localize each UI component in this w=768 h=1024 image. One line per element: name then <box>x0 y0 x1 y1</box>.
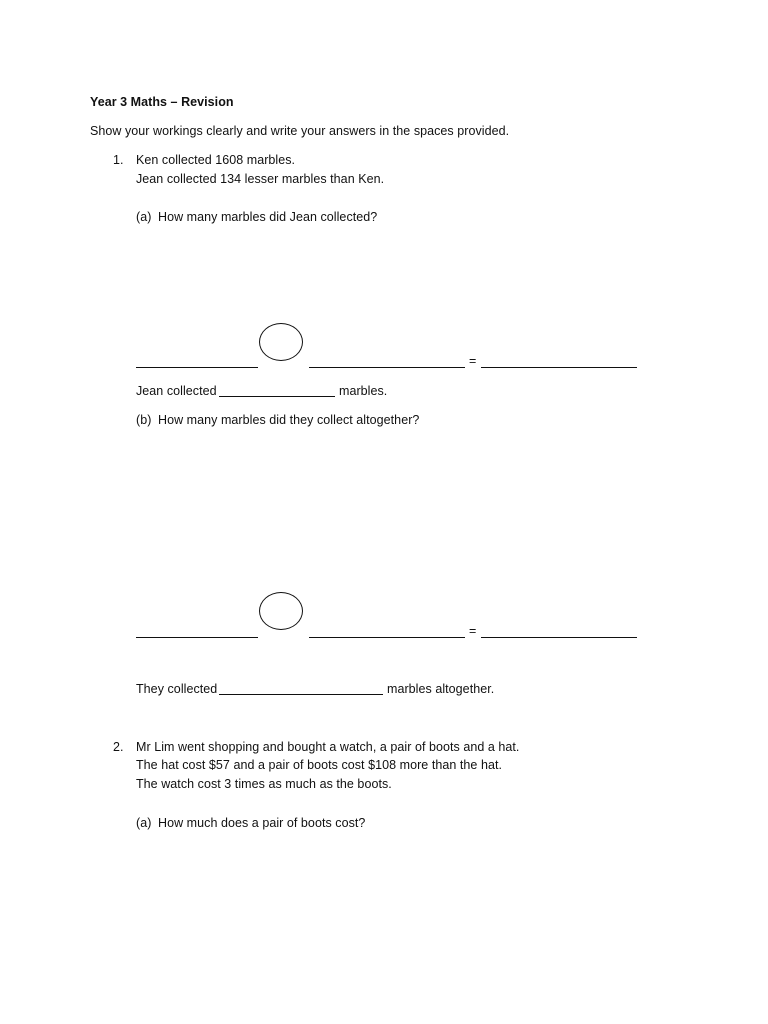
question-1a-text: How many marbles did Jean collected? <box>158 210 378 224</box>
question-1-line-1: Ken collected 1608 marbles. <box>136 153 296 167</box>
answer-1a-prefix: Jean collected <box>136 384 217 398</box>
instructions: Show your workings clearly and write your answers in the spaces provided. <box>90 124 510 138</box>
question-2-line-3: The watch cost 3 times as much as the boots. <box>136 777 392 791</box>
question-1b-text: How many marbles did they collect altogether? <box>158 413 420 427</box>
answer-1a-blank[interactable] <box>219 396 335 397</box>
worksheet-title: Year 3 Maths – Revision <box>90 95 234 109</box>
question-2a-text: How much does a pair of boots cost? <box>158 816 366 830</box>
equation-1a-answer-blank[interactable] <box>481 367 637 368</box>
equation-1b-blank-1[interactable] <box>136 637 258 638</box>
question-1a-label: (a) <box>136 210 152 224</box>
equation-1b-answer-blank[interactable] <box>481 637 637 638</box>
question-2-number: 2. <box>113 740 124 754</box>
equation-1a-equals: = <box>469 354 477 368</box>
answer-1a-suffix: marbles. <box>339 384 388 398</box>
equation-1a-blank-1[interactable] <box>136 367 258 368</box>
question-1b-label: (b) <box>136 413 152 427</box>
equation-1b-blank-2[interactable] <box>309 637 465 638</box>
question-1-line-2: Jean collected 134 lesser marbles than Ken. <box>136 172 385 186</box>
question-2-line-2: The hat cost $57 and a pair of boots cost $108 more than the hat. <box>136 758 502 772</box>
equation-1b-equals: = <box>469 624 477 638</box>
answer-1b-prefix: They collected <box>136 682 218 696</box>
operator-circle-1b[interactable] <box>259 592 303 630</box>
question-2a-label: (a) <box>136 816 152 830</box>
equation-1a-blank-2[interactable] <box>309 367 465 368</box>
answer-1b-blank[interactable] <box>219 694 383 695</box>
question-1-number: 1. <box>113 153 124 167</box>
operator-circle-1a[interactable] <box>259 323 303 361</box>
question-2-line-1: Mr Lim went shopping and bought a watch, a pair of boots and a hat. <box>136 740 520 754</box>
answer-1b-suffix: marbles altogether. <box>387 682 495 696</box>
